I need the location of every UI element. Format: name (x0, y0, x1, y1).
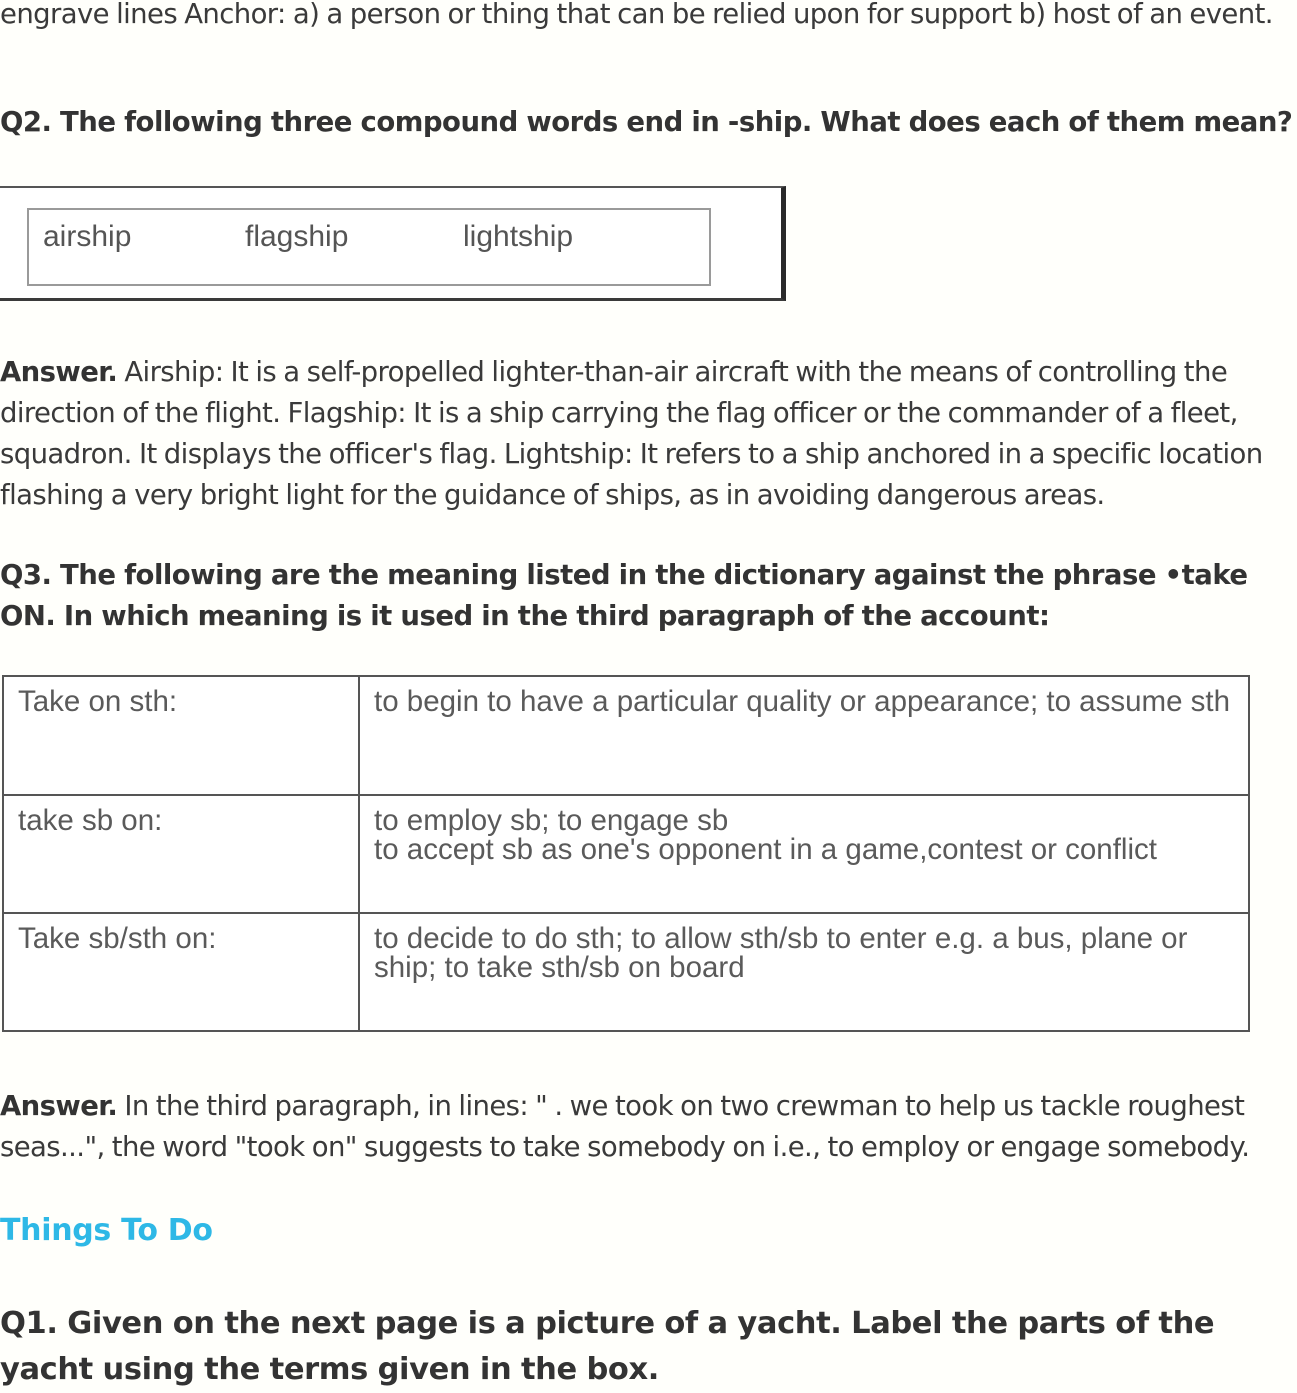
table-cell-term: take sb on: (3, 795, 359, 913)
word-flagship: flagship (245, 220, 349, 253)
table-row (3, 795, 1249, 913)
word-lightship: lightship (463, 220, 574, 253)
table-cell-term: Take on sth: (3, 676, 359, 795)
table-cell-meaning (359, 913, 1249, 1031)
meaning-line: to employ sb; to engage sb (374, 804, 729, 837)
q3-answer (0, 1086, 1297, 1168)
table-row (3, 913, 1249, 1031)
table-cell-term: Take sb/sth on: (3, 913, 359, 1031)
table-row (3, 676, 1249, 795)
word-box-figure (0, 186, 786, 301)
answer-text: In the third paragraph, in lines: " . we took on two crewman to help us tackle roughest seas...", the word "took on" suggests to take somebody on i.e., to employ or engage somebody. (0, 1090, 1250, 1163)
intro-paragraph: engrave lines Anchor: a) a person or thing that can be relied upon for support b) host of an event. (0, 0, 1273, 30)
meaning-line: to accept sb as one's opponent in a game,contest or conflict (374, 833, 1157, 866)
q2-answer (0, 352, 1297, 516)
answer-label: Answer. (0, 356, 118, 388)
answer-label: Answer. (0, 1090, 118, 1122)
word-box (27, 208, 711, 286)
answer-text: Airship: It is a self-propelled lighter-than-air aircraft with the means of controlling the direction of the flight. Flagship: It is a ship carrying the flag officer or the commander of a fleet, squadron. It displays the officer's flag. Lightship: It refers to a ship anchored in a specific location flashing a very bright light for the guidance of ships, as in avoiding dangerous areas. (0, 356, 1263, 511)
q2-question: Q2. The following three compound words end in -ship. What does each of them mean? (0, 106, 1293, 138)
things-to-do-q1: Q1. Given on the next page is a picture of a yacht. Label the parts of the yacht using the terms given in the box. (0, 1306, 1215, 1387)
q3-question: Q3. The following are the meaning listed in the dictionary against the phrase •take ON. In which meaning is it used in the third paragraph of the account: (0, 559, 1248, 632)
word-airship: airship (43, 220, 132, 253)
section-heading-things-to-do: Things To Do (0, 1213, 213, 1248)
table-cell-meaning (359, 795, 1249, 913)
meaning-line: to begin to have a particular quality or appearance; to assume sth (374, 685, 1231, 718)
meaning-line: to decide to do sth; to allow sth/sb to enter e.g. a bus, plane or ship; to take sth/sb on board (374, 922, 1188, 984)
table-cell-meaning (359, 676, 1249, 795)
dictionary-table (2, 675, 1250, 1032)
